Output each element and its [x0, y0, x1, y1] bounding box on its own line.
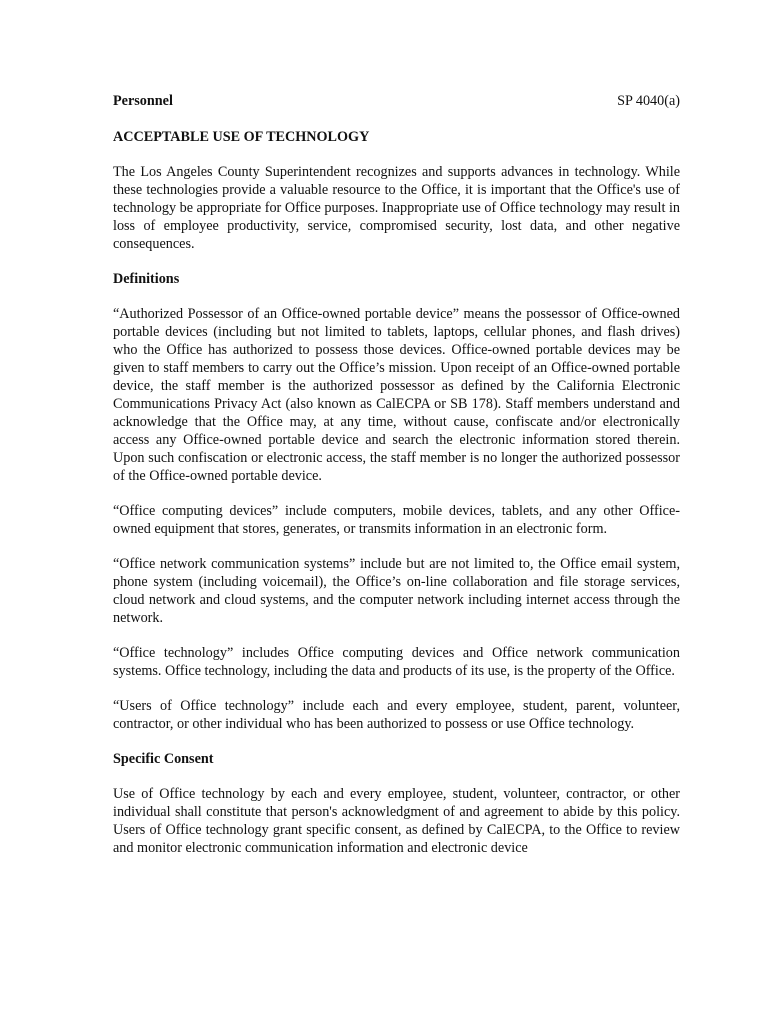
intro-paragraph: The Los Angeles County Superintendent recognizes and supports advances in technology. While these technologies provide a valuable resource to the Office, it is important that the Office's use of technology be appropriate for Office purposes. Inappropriate use of Office technology may result in loss of employee productivity, service, compromised security, lost data, and other negative consequences.: [113, 164, 680, 252]
specific-consent-heading: Specific Consent: [113, 751, 214, 767]
definition-network-systems: “Office network communication systems” include but are not limited to, the Office email system, phone system (including voicemail), the Office’s on-line collaboration and file storage services, cloud network and cloud systems, and the computer network including internet access through the network.: [113, 556, 680, 626]
document-title: ACCEPTABLE USE OF TECHNOLOGY: [113, 129, 370, 145]
definition-office-technology: “Office technology” includes Office computing devices and Office network communication systems. Office technology, including the data and products of its use, is the property of the Office.: [113, 645, 680, 679]
definition-computing-devices: “Office computing devices” include computers, mobile devices, tablets, and any other Office-owned equipment that stores, generates, or transmits information in an electronic form.: [113, 503, 680, 537]
section-label: Personnel: [113, 93, 173, 109]
document-page: [113, 92, 680, 857]
specific-consent-paragraph: Use of Office technology by each and every employee, student, volunteer, contractor, or other individual shall constitute that person's acknowledgment of and agreement to abide by this policy. Users of Office technology grant specific consent, as defined by CalECPA, to the Office to review and monitor electronic communication information and electronic device: [113, 786, 680, 856]
policy-code: SP 4040(a): [617, 93, 680, 109]
document-header: [113, 92, 680, 110]
definition-authorized-possessor: “Authorized Possessor of an Office-owned portable device” means the possessor of Office-owned portable devices (including but not limited to tablets, laptops, cellular phones, and flash drives) who the Office has authorized to possess those devices. Office-owned portable devices may be given to staff members to carry out the Office’s mission. Upon receipt of an Office-owned portable device, the staff member is the authorized possessor as defined by the California Electronic Communications Privacy Act (also known as CalECPA or SB 178). Staff members understand and acknowledge that the Office may, at any time, without cause, confiscate and/or electronically access any Office-owned portable device and search the electronic information stored therein. Upon such confiscation or electronic access, the staff member is no longer the authorized possessor of the Office-owned portable device.: [113, 306, 680, 484]
definition-users: “Users of Office technology” include each and every employee, student, parent, volunteer, contractor, or other individual who has been authorized to possess or use Office technology.: [113, 698, 680, 732]
definitions-heading: Definitions: [113, 271, 180, 287]
